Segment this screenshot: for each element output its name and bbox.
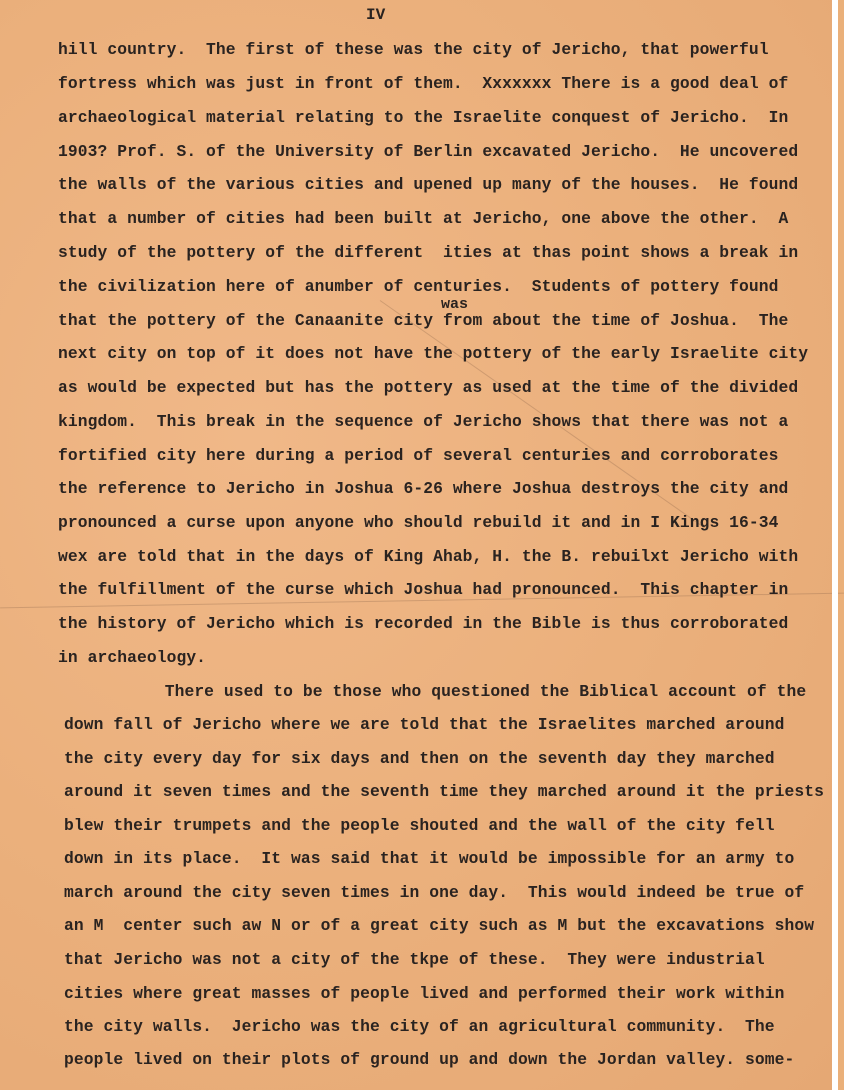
text-line: pronounced a curse upon anyone who should rebuild it and in I Kings 16-34 (58, 513, 779, 532)
handwritten-insertion: was (441, 296, 469, 313)
page-number: IV (366, 6, 386, 24)
text-line: archaeological material relating to the Israelite conquest of Jericho. In (58, 108, 789, 127)
text-line: the walls of the various cities and upened up many of the houses. He found (58, 175, 799, 194)
text-line: around it seven times and the seventh time they marched around it the priests (64, 782, 825, 801)
text-line: that a number of cities had been built at Jericho, one above the other. A (58, 209, 789, 228)
scan-edge (832, 0, 838, 1090)
text-line: kingdom. This break in the sequence of Jericho shows that there was not a (58, 412, 789, 431)
text-line: an M center such aw N or of a great city such as M but the excavations show (64, 916, 815, 935)
text-line: as would be expected but has the pottery as used at the time of the divided (58, 378, 799, 397)
text-line: 1903? Prof. S. of the University of Berlin excavated Jericho. He uncovered (58, 142, 799, 161)
text-line: study of the pottery of the different ities at thas point shows a break in (58, 243, 799, 262)
text-line: that Jericho was not a city of the tkpe of these. They were industrial (64, 950, 765, 969)
text-line: hill country. The first of these was the city of Jericho, that powerful (58, 40, 769, 59)
text-line: blew their trumpets and the people shouted and the wall of the city fell (64, 816, 775, 835)
text-line: the fulfillment of the curse which Joshua had pronounced. This chapter in (58, 580, 789, 599)
text-line: the reference to Jericho in Joshua 6-26 where Joshua destroys the city and (58, 479, 789, 498)
text-line: the city every day for six days and then on the seventh day they marched (64, 749, 775, 768)
text-line: There used to be those who questioned the Biblical account of the (66, 682, 807, 701)
text-line: wex are told that in the days of King Ahab, H. the B. rebuilxt Jericho with (58, 547, 799, 566)
text-line: fortified city here during a period of several centuries and corroborates (58, 446, 779, 465)
text-line: in archaeology. (58, 648, 207, 667)
text-line: cities where great masses of people lived and performed their work within (64, 984, 785, 1003)
text-line: march around the city seven times in one day. This would indeed be true of (64, 883, 805, 902)
text-line: that the pottery of the Canaanite city from about the time of Joshua. The (58, 311, 789, 330)
text-line: down in its place. It was said that it would be impossible for an army to (64, 849, 795, 868)
text-line: people lived on their plots of ground up and down the Jordan valley. some- (64, 1050, 795, 1069)
text-line: the history of Jericho which is recorded in the Bible is thus corroborated (58, 614, 789, 633)
text-line: next city on top of it does not have the pottery of the early Israelite city (58, 344, 809, 363)
text-line: down fall of Jericho where we are told that the Israelites marched around (64, 715, 785, 734)
text-line: the civilization here of anumber of centuries. Students of pottery found (58, 277, 779, 296)
text-line: fortress which was just in front of them. Xxxxxxx There is a good deal of (58, 74, 789, 93)
text-line: the city walls. Jericho was the city of an agricultural community. The (64, 1017, 775, 1036)
